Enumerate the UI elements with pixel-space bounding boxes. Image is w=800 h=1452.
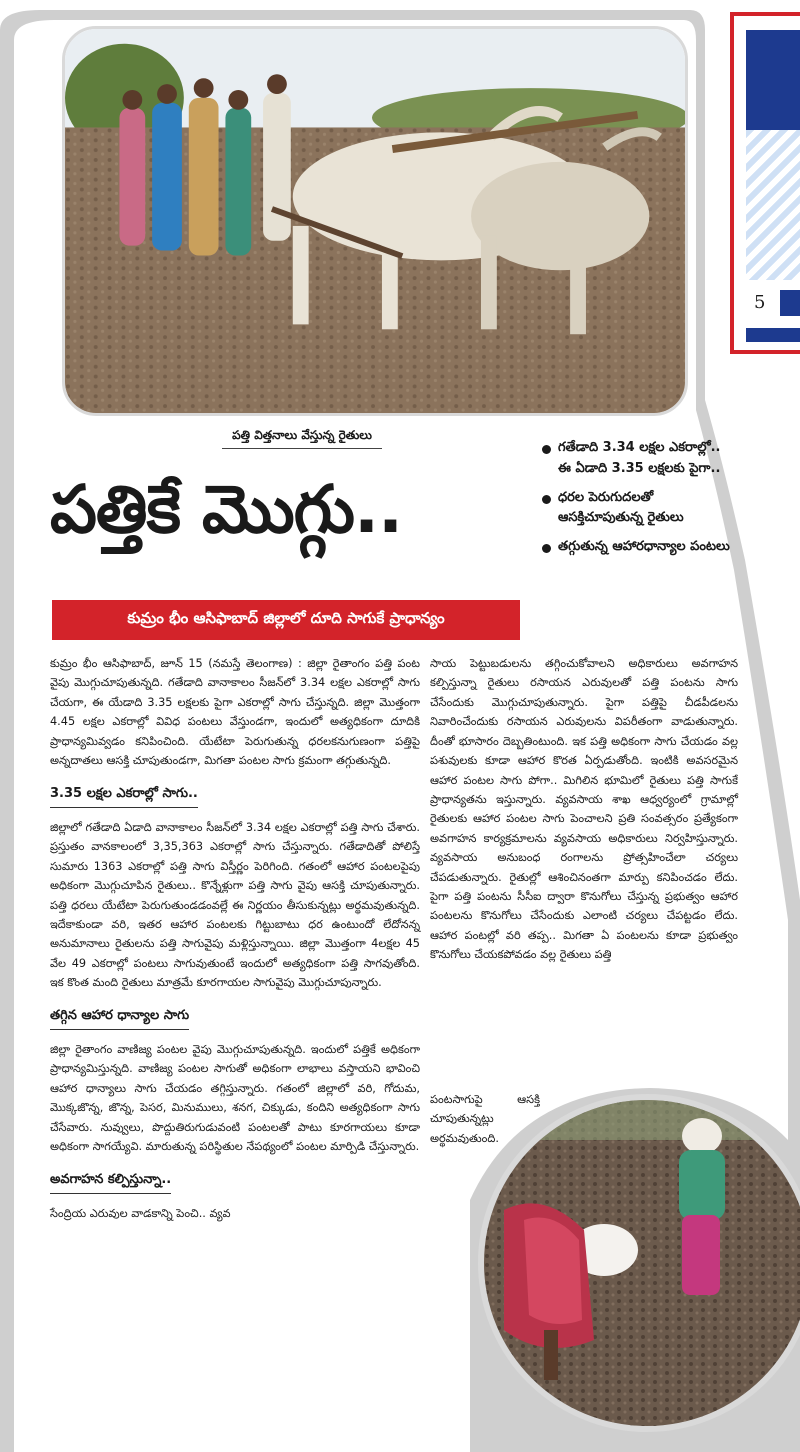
highlight-item: గతేడాది 3.34 లక్షల ఎకరాల్లో.. ఈ ఏడాది 3.35 లక్షలకు పైగా.. bbox=[540, 438, 730, 480]
ad-base bbox=[746, 328, 800, 342]
article-paragraph: జిల్లా రైతాంగం వాణిజ్య పంటల వైపు మొగ్గుచూపుతున్నది. ఇందులో పత్తికే అధికంగా ప్రాధాన్యమిస్తున్నది. వాణిజ్య పంటల సాగుతో అధికంగా లాభాలు వస్తాయని భావించి ఆహార ధాన్యాలు సాగు చేయడం తగ్గిస్తున్నారు. గతంలో జిల్లాలో వరి, గోదుమ, మొక్కజొన్న, జొన్న, పెసర, మినుములు, శనగ, చిక్కుడు, కందిని అత్యధికంగా సాగు చేసేవారు. నువ్వులు, పొద్దుతిరుగుడువంటి పంటలతో పాటు కూరగాయలు కూడా అధికంగా సాగయ్యేవి. మారుతున్న పరిస్థితుల నేపథ్యంలో పంటల మార్పిడి చేస్తున్నారు. bbox=[50, 1043, 420, 1154]
ad-stripes bbox=[746, 130, 800, 280]
subheadline-banner: కుమ్రం భీం ఆసిఫాబాద్ జిల్లాలో దూది సాగుకే ప్రాధాన్యం bbox=[52, 600, 520, 640]
section-heading: 3.35 లక్షల ఎకరాల్లో సాగు.. bbox=[50, 783, 198, 808]
article-left-column bbox=[50, 654, 420, 1229]
ad-blue-band bbox=[746, 30, 800, 130]
highlights-list bbox=[540, 438, 730, 566]
photo-women-sowing bbox=[478, 1094, 800, 1432]
article-paragraph: సాయ పెట్టుబడులను తగ్గించుకోవాలని అధికారులు అవగాహన కల్పిస్తున్నా రైతులు రసాయన ఎరువులతో పత్తి పంటను సాగు చేసేందుకు మొగ్గుచూపుతున్నారు. పైగా పత్తిపై చీడపీడలను నివారించేందుకు రసాయన ఎరువులను విపరీతంగా వాడుతున్నారు. దీంతో భూసారం దెబ్బతింటుంది. ఇక పత్తి అధికంగా సాగు చేయడం వల్ల పశువులకు కూడా ఆహార కొరత ఏర్పడుతోంది. ఇంటికి అవసరమైన ఆహార పంటల సాగు పోగా.. మిగిలిన భూమిలో రైతులు పత్తి సాగుకే ప్రాధాన్యతను ఇస్తున్నారు. వ్యవసాయ శాఖ ఆధ్వర్యంలో గ్రామాల్లో రైతులకు ఆహార పంటల సాగు పెంచాలని ప్రతి సంవత్సరం ప్రత్యేకంగా అవగాహన కార్యక్రమాలను వ్యవసాయ అధికారులు నిర్వహిస్తున్నారు. వ్యవసాయ అనుబంధ రంగాలను ప్రోత్సహించేలా చర్యలు చేపడుతున్నారు. రైతుల్లో ఆశించినంతగా మార్పు కనిపించడం లేదు. పైగా పత్తి పంటను సీసీఐ ద్వారా కొనుగోలు చేస్తున్న ప్రభుత్వం ఆహార పంటలను కొనుగోలు చేసేందుకు ఎలాంటి చర్యలు చేపట్టడం లేదు. ఆహార పంటల్లో వరి తప్ప.. మిగతా ఏ పంటలను కూడా ప్రభుత్వం కొనుగోలు చేయకపోవడం వల్ల రైతులు పత్తి bbox=[430, 657, 738, 962]
photo-farmers-ploughing bbox=[62, 26, 688, 416]
section-heading: తగ్గిన ఆహార ధాన్యాల సాగు bbox=[50, 1005, 189, 1030]
article-intro: కుమ్రం భీం ఆసిఫాబాద్, జూన్ 15 (నమస్తే తెలంగాణ) : జిల్లా రైతాంగం పత్తి పంట వైపు మొగ్గుచూపుతున్నది. గతేడాది వానాకాలం సీజన్‌లో 3.34 లక్షల ఎకరాల్లో సాగు చేయగా, ఈ యేడాది 3.35 లక్షలకు పైగా ఎకరాల్లో సాగు చేస్తున్నది. జిల్లా మొత్తంగా 4.45 లక్షల ఎకరాల్లో వివిధ పంటలు వేస్తుండగా, ఇందులో అత్యధికంగా దూదికి ప్రాధాన్యమివ్వడం కనిపించింది. యేటేటా పెరుగుతున్న ధరలకనుగుణంగా పత్తిపై అన్నదాతలు ఆసక్తి చూపుతుండగా, మిగతా పంటల సాగు క్రమంగా తగ్గుతున్నది. bbox=[50, 657, 420, 768]
article-paragraph-tail: పంటసాగుపై ఆసక్తి చూపుతున్నట్లు అర్థమవుతుంది. bbox=[430, 1093, 540, 1145]
highlight-item: తగ్గుతున్న ఆహారధాన్యాల పంటలు bbox=[540, 537, 730, 558]
article-paragraph: జిల్లాలో గతేడాది ఏడాది వానాకాలం సీజన్‌లో 3.34 లక్షల ఎకరాల్లో పత్తి సాగు చేశారు. ప్రస్తుతం వానకాలంలో 3,35,363 ఎకరాల్లో సాగు చేస్తున్నారు. గతేడాదితో పోలిస్తే సుమారు 1363 ఎకరాల్లో పత్తి సాగు విస్తీర్ణం పెరిగింది. గతంలో ఆహార పంటలపైపు అధికంగా మొగ్గుచూపిన రైతులు.. కొన్నేళ్లుగా పత్తి సాగు వైపు ఆసక్తి చూపుతున్నారు. పత్తి ధరలు యేటేటా పెరుగుతుండడంవల్లే ఈ నిర్ణయం తీసుకున్నట్లు అర్థమవుతున్నది. ఇదేకాకుండా వరి, ఇతర ఆహార పంటలకు గిట్టుబాటు ధర ఉంటుందో లేదోనన్న అనుమానాలు రైతులను పత్తి సాగువైపు మళ్లిస్తున్నాయి. జిల్లా మొత్తంగా 4లక్షల 45 వేల 49 ఎకరాల్లో పంటలు సాగువుతుంటే ఇందులో అత్యధికంగా పత్తి సాగవుతోంది. ఇక కొంత మంది రైతులు మాత్రమే కూరగాయల సాగువైపు మొగ్గుచూపున్నారు. bbox=[50, 820, 420, 990]
photo-caption: పత్తి విత్తనాలు వేస్తున్న రైతులు bbox=[222, 428, 382, 449]
side-advertisement bbox=[730, 12, 800, 354]
article-right-column bbox=[430, 654, 738, 1145]
highlight-item: ధరల పెరుగుదలతో ఆసక్తిచూపుతున్న రైతులు bbox=[540, 488, 730, 530]
headline: పత్తికే మొగ్గు.. bbox=[50, 471, 403, 548]
article-paragraph: సేంద్రియ ఎరువుల వాడకాన్ని పెంచి.. వ్యవ bbox=[50, 1206, 231, 1220]
ad-pillar bbox=[780, 290, 800, 316]
section-heading: అవగాహన కల్పిస్తున్నా.. bbox=[50, 1169, 171, 1194]
ad-number: 5 bbox=[754, 292, 766, 313]
